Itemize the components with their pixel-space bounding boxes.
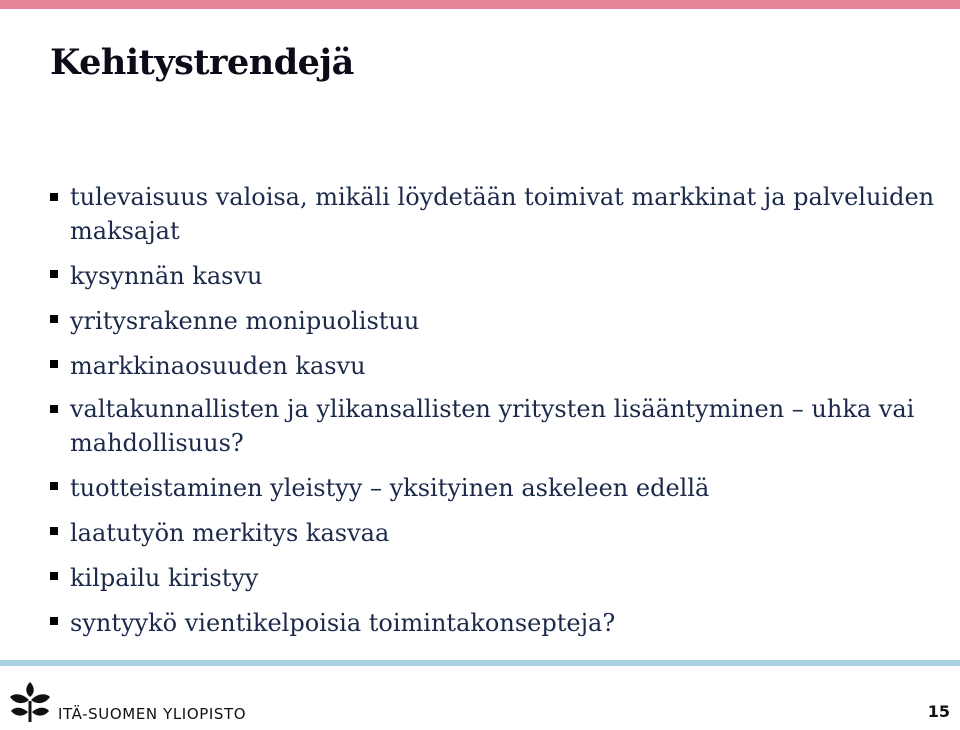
top-accent-bar bbox=[0, 0, 960, 9]
square-bullet-icon bbox=[50, 315, 58, 323]
square-bullet-icon bbox=[50, 360, 58, 368]
bullet-text: kilpailu kiristyy bbox=[70, 564, 259, 592]
bullet-list bbox=[50, 180, 940, 649]
page-number: 15 bbox=[927, 702, 950, 721]
bullet-text: kysynnän kasvu bbox=[70, 262, 263, 290]
bullet-text: tulevaisuus valoisa, mikäli löydetään toimivat markkinat ja palveluiden maksajat bbox=[70, 183, 935, 245]
bullet-text: valtakunnallisten ja ylikansallisten yritysten lisääntyminen – uhka vai mahdollisuus? bbox=[70, 395, 915, 457]
square-bullet-icon bbox=[50, 405, 58, 413]
square-bullet-icon bbox=[50, 193, 58, 201]
university-logo-icon bbox=[8, 680, 52, 724]
bullet-item bbox=[50, 180, 940, 248]
square-bullet-icon bbox=[50, 617, 58, 625]
bullet-item bbox=[50, 257, 940, 295]
bullet-item bbox=[50, 392, 940, 460]
university-name: ITÄ-SUOMEN YLIOPISTO bbox=[58, 705, 247, 723]
bullet-item bbox=[50, 347, 940, 385]
bullet-item bbox=[50, 469, 940, 507]
square-bullet-icon bbox=[50, 527, 58, 535]
bullet-text: laatutyön merkitys kasvaa bbox=[70, 519, 390, 547]
bullet-text: markkinaosuuden kasvu bbox=[70, 352, 366, 380]
square-bullet-icon bbox=[50, 482, 58, 490]
bottom-accent-bar bbox=[0, 660, 960, 666]
slide-title: Kehitystrendejä bbox=[50, 42, 354, 83]
bullet-item bbox=[50, 559, 940, 597]
bullet-item bbox=[50, 514, 940, 552]
bullet-item bbox=[50, 302, 940, 340]
square-bullet-icon bbox=[50, 270, 58, 278]
bullet-text: yritysrakenne monipuolistuu bbox=[70, 307, 420, 335]
bullet-text: tuotteistaminen yleistyy – yksityinen askeleen edellä bbox=[70, 474, 710, 502]
bullet-item bbox=[50, 604, 940, 642]
square-bullet-icon bbox=[50, 572, 58, 580]
bullet-text: syntyykö vientikelpoisia toimintakonsepteja? bbox=[70, 609, 616, 637]
